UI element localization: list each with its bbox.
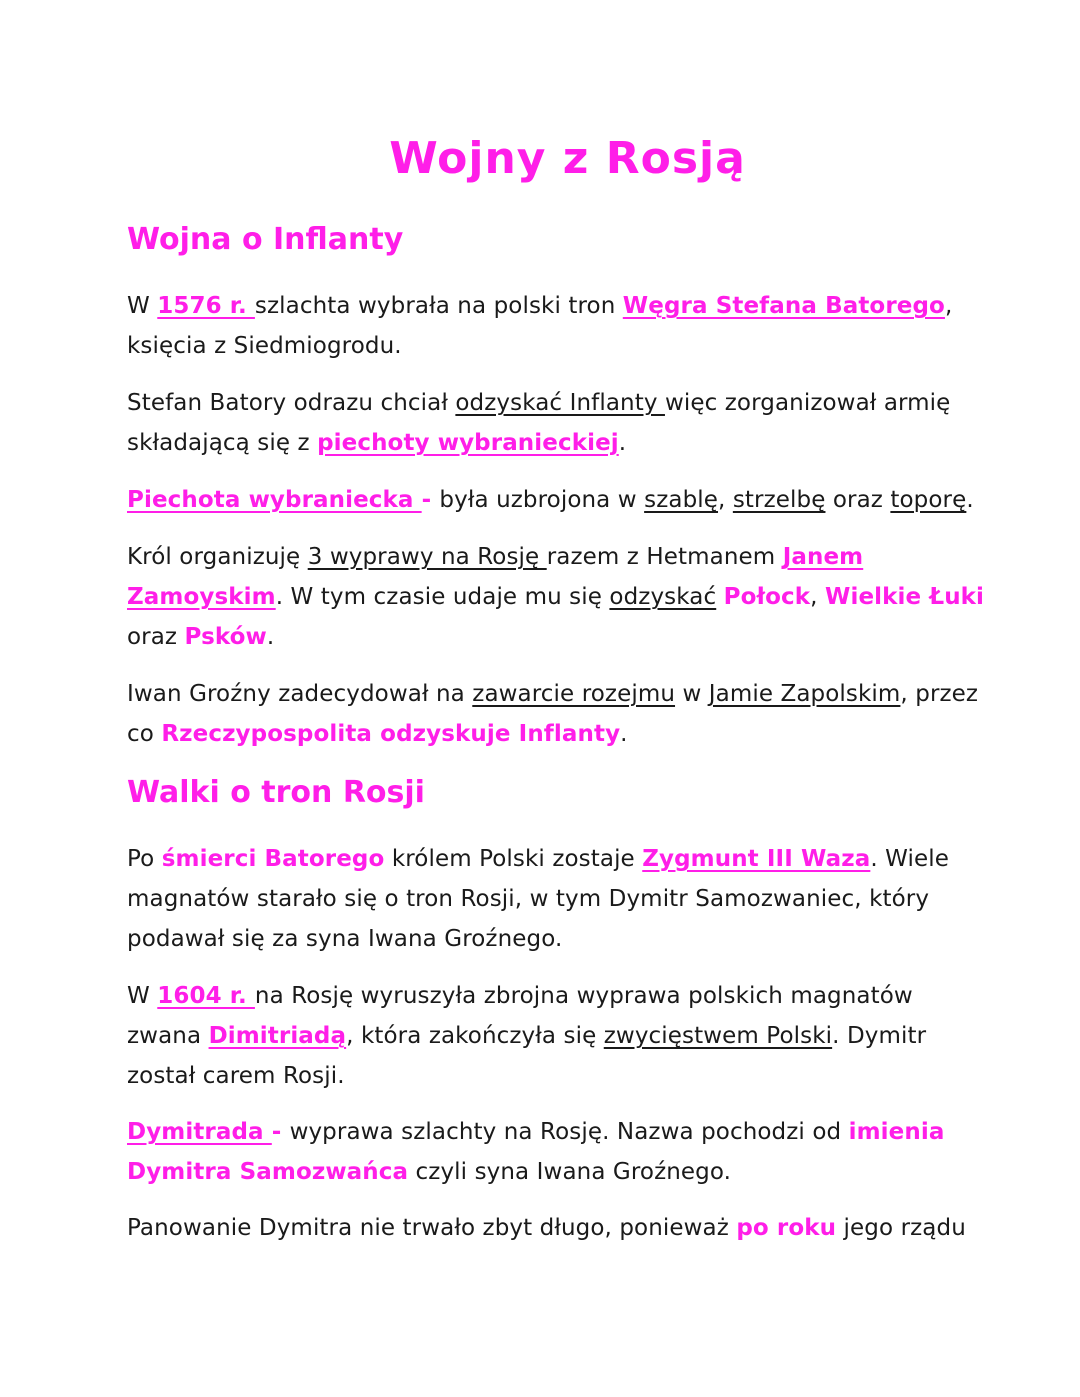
section-heading-tron-rosji: Walki o tron Rosji [127,775,425,810]
underlined-text: toporę [890,487,967,513]
page-title: Wojny z Rosją [389,133,746,184]
underlined-text: szablę [644,487,719,513]
text-run: , [810,584,825,610]
text-run: więc zorganizował armię składającą się z [127,390,951,456]
text-run [716,584,723,610]
dash: - [421,487,440,513]
term-highlight: Piechota wybraniecka [127,487,422,513]
underlined-text: odzyskać Inflanty [455,390,665,416]
underlined-text: 3 wyprawy na Rosję [307,544,547,570]
place-highlight: Wielkie Łuki [825,584,985,610]
text-run: , przez co [127,681,979,747]
term-highlight: śmierci Batorego [161,846,385,872]
text-run: oraz [825,487,891,513]
text-run: . Wiele magnatów starało się o tron Rosji, w tym Dymitr Samozwaniec, który podawał się za syna Iwana Groźnego. [127,846,949,952]
text-run: jego rządu [836,1215,966,1241]
name-highlight: Węgra Stefana Batorego [622,293,945,319]
paragraph-batory-election [127,286,987,366]
text-run: . [618,430,627,456]
underlined-text: odzyskać [609,584,717,610]
dash: - [271,1119,290,1145]
paragraph-dymitr-reign [127,1208,987,1248]
underlined-text: Jamie Zapolskim [708,681,901,707]
text-run: W [127,983,158,1009]
paragraph-batory-army [127,383,987,463]
text-run: królem Polski zostaje [384,846,643,872]
paragraph-zygmunt [127,839,987,959]
text-run: . Dymitr został carem Rosji. [127,1023,927,1089]
section-heading-inflanty: Wojna o Inflanty [127,222,404,257]
text-run: . W tym czasie udaje mu się [275,584,610,610]
text-run: oraz [127,624,185,650]
term-highlight: piechoty wybranieckiej [317,430,619,456]
text-run: Król organizuję [127,544,308,570]
underlined-text: zwycięstwem Polski [603,1023,833,1049]
text-run: wyprawa szlachty na Rosję. Nazwa pochodzi od [289,1119,849,1145]
text-run: Stefan Batory odrazu chciał [127,390,456,416]
date-highlight: 1604 r. [157,983,255,1009]
name-highlight: Zygmunt III Waza [642,846,871,872]
paragraph-truce [127,674,987,754]
term-highlight: imienia Dymitra Samozwańca [127,1119,945,1185]
text-run: razem z Hetmanem [546,544,783,570]
term-highlight: po roku [736,1215,837,1241]
text-run: , [718,487,733,513]
text-run: W [127,293,158,319]
text-run: . [966,487,974,513]
paragraph-piechota-definition [127,480,987,520]
paragraph-dymitrada-definition [127,1112,987,1192]
term-highlight: Rzeczypospolita odzyskuje Inflanty [161,721,621,747]
text-run: na Rosję wyruszyła zbrojna wyprawa polskich magnatów zwana [127,983,913,1049]
term-highlight: Dymitrada [127,1119,272,1145]
text-run: Iwan Groźny zadecydował na [127,681,473,707]
text-run: , która zakończyła się [346,1023,604,1049]
underlined-text: zawarcie rozejmu [472,681,676,707]
paragraph-three-expeditions [127,537,987,657]
name-highlight: Janem Zamoyskim [127,544,864,610]
term-highlight: Dimitriadą [208,1023,347,1049]
text-run: szlachta wybrała na polski tron [254,293,623,319]
text-run: czyli syna Iwana Groźnego. [408,1159,732,1185]
text-run: . [266,624,275,650]
text-run: Panowanie Dymitra nie trwało zbyt długo, ponieważ [127,1215,737,1241]
place-highlight: Psków [184,624,267,650]
underlined-text: strzelbę [732,487,826,513]
text-run: w [675,681,709,707]
text-run: , księcia z Siedmiogrodu. [127,293,953,359]
paragraph-dimitriada [127,976,987,1096]
text-run: . [620,721,628,747]
text-run: była uzbrojona w [439,487,645,513]
place-highlight: Połock [723,584,811,610]
text-run: Po [127,846,162,872]
date-highlight: 1576 r. [157,293,255,319]
